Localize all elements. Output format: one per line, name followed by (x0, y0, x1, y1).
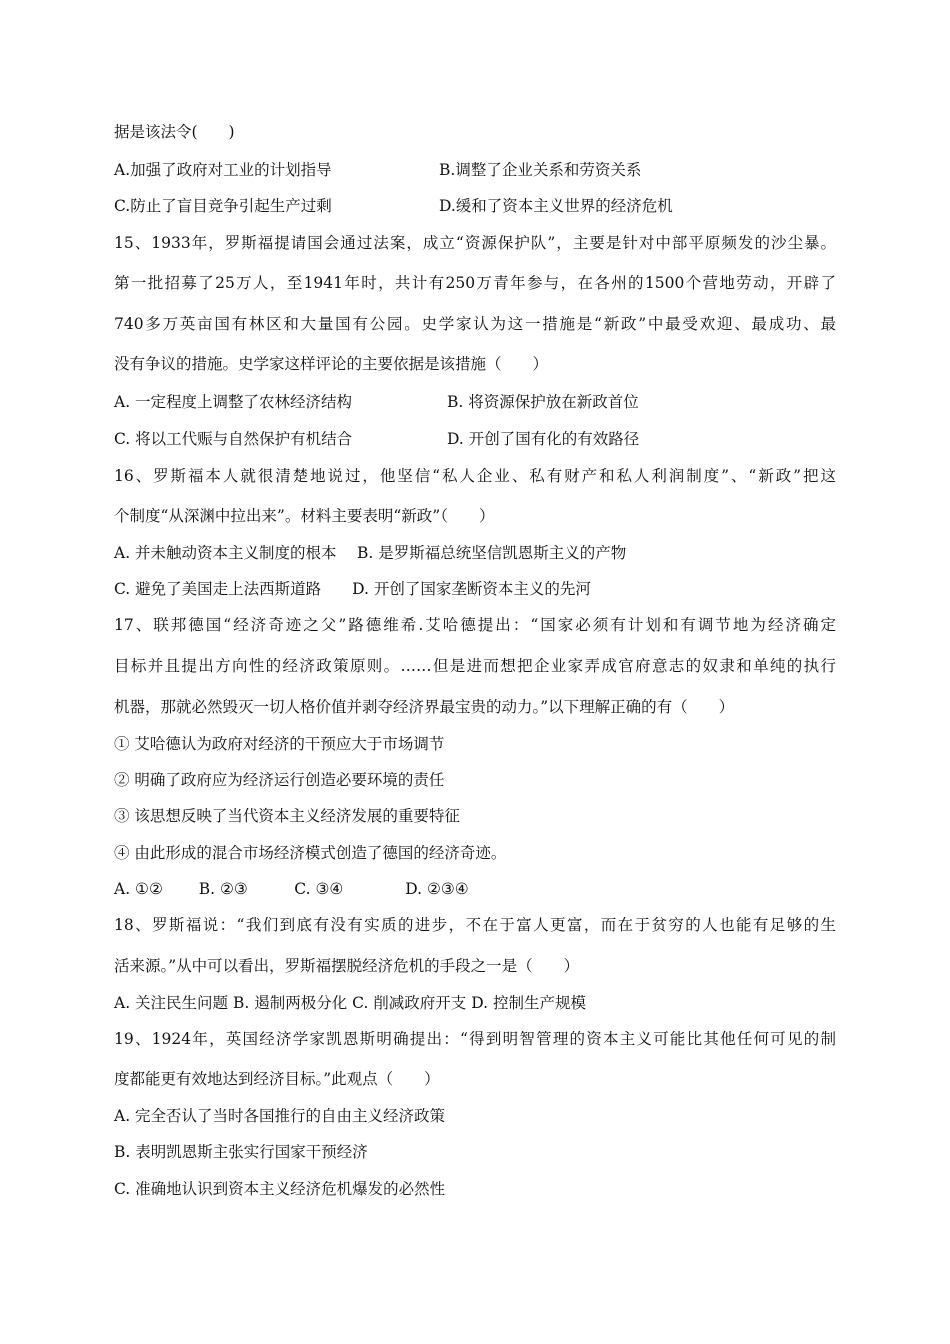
q17-item-3: ③ 该思想反映了当代资本主义经济发展的重要特征 (114, 807, 460, 825)
q17-item-2: ② 明确了政府应为经济运行创造必要环境的责任 (114, 771, 445, 789)
q15-option-d: D. 开创了国有化的有效路径 (447, 430, 640, 448)
q17-item-4: ④ 由此形成的混合市场经济模式创造了德国的经济奇迹。 (114, 844, 507, 862)
q17-options: A. ①② B. ②③ C. ③④ D. ②③④ (114, 880, 469, 898)
q19-option-b: B. 表明凯恩斯主张实行国家干预经济 (114, 1143, 368, 1161)
q17-stem-line2: 目标并且提出方向性的经济政策原则。……但是进而想把企业家弄成官府意志的奴隶和单纯的执行 (114, 657, 836, 675)
q16-options-cd: C. 避免了美国走上法西斯道路 D. 开创了国家垄断资本主义的先河 (114, 580, 591, 598)
q19-stem-line1: 19、1924年，英国经济学家凯恩斯明确提出：“得到明智管理的资本主义可能比其他任何可见的制 (114, 1030, 836, 1048)
q14-stem-end: 据是该法令( ) (114, 123, 235, 141)
q16-stem-line1: 16、罗斯福本人就很清楚地说过，他坚信“私人企业、私有财产和私人利润制度”、“新政”把这 (114, 467, 836, 485)
q14-option-a: A.加强了政府对工业的计划指导 (114, 161, 332, 179)
q15-stem-line3: 740多万英亩国有林区和大量国有公园。史学家认为这一措施是“新政”中最受欢迎、最成功、最 (114, 315, 836, 333)
q15-option-b: B. 将资源保护放在新政首位 (447, 393, 639, 411)
q18-stem-line2: 活来源。”从中可以看出，罗斯福摆脱经济危机的手段之一是（ ） (114, 957, 580, 975)
q17-stem-line3: 机器，那就必然毁灭一切人格价值并剥夺经济界最宝贵的动力。”以下理解正确的有（ ） (114, 698, 735, 716)
q18-options: A. 关注民生问题 B. 遏制两极分化 C. 削减政府开支 D. 控制生产规模 (114, 994, 586, 1012)
q15-stem-line4: 没有争议的措施。史学家这样评论的主要依据是该措施（ ） (114, 355, 549, 373)
q15-stem-line1: 15、1933年，罗斯福提请国会通过法案，成立“资源保护队”，主要是针对中部平原频发的沙尘暴。 (114, 234, 836, 252)
q14-option-b: B.调整了企业关系和劳资关系 (439, 161, 642, 179)
q17-stem-line1: 17、联邦德国“经济奇迹之父”路德维希.艾哈德提出：“国家必须有计划和有调节地为经济确定 (114, 616, 836, 634)
q19-option-a: A. 完全否认了当时各国推行的自由主义经济政策 (114, 1107, 446, 1125)
q15-stem-line2: 第一批招募了25万人，至1941年时，共计有250万青年参与，在各州的1500个营地劳动，开辟了 (114, 274, 836, 292)
q14-option-c: C.防止了盲目竞争引起生产过剩 (114, 197, 332, 215)
q15-option-a: A. 一定程度上调整了农林经济结构 (114, 393, 353, 411)
q19-stem-line2: 度都能更有效地达到经济目标。”此观点（ ） (114, 1070, 440, 1088)
q15-option-c: C. 将以工代赈与自然保护有机结合 (114, 430, 353, 448)
q19-option-c: C. 准确地认识到资本主义经济危机爆发的必然性 (114, 1180, 446, 1198)
q14-option-d: D.缓和了资本主义世界的经济危机 (439, 197, 673, 215)
q16-options-ab: A. 并未触动资本主义制度的根本 B. 是罗斯福总统坚信凯恩斯主义的产物 (114, 544, 627, 562)
q16-stem-line2: 个制度“从深渊中拉出来”。材料主要表明“新政”（ ） (114, 507, 495, 525)
q18-stem-line1: 18、罗斯福说：“我们到底有没有实质的进步，不在于富人更富，而在于贫穷的人也能有足够的生 (114, 916, 836, 934)
q17-item-1: ① 艾哈德认为政府对经济的干预应大于市场调节 (114, 735, 445, 753)
